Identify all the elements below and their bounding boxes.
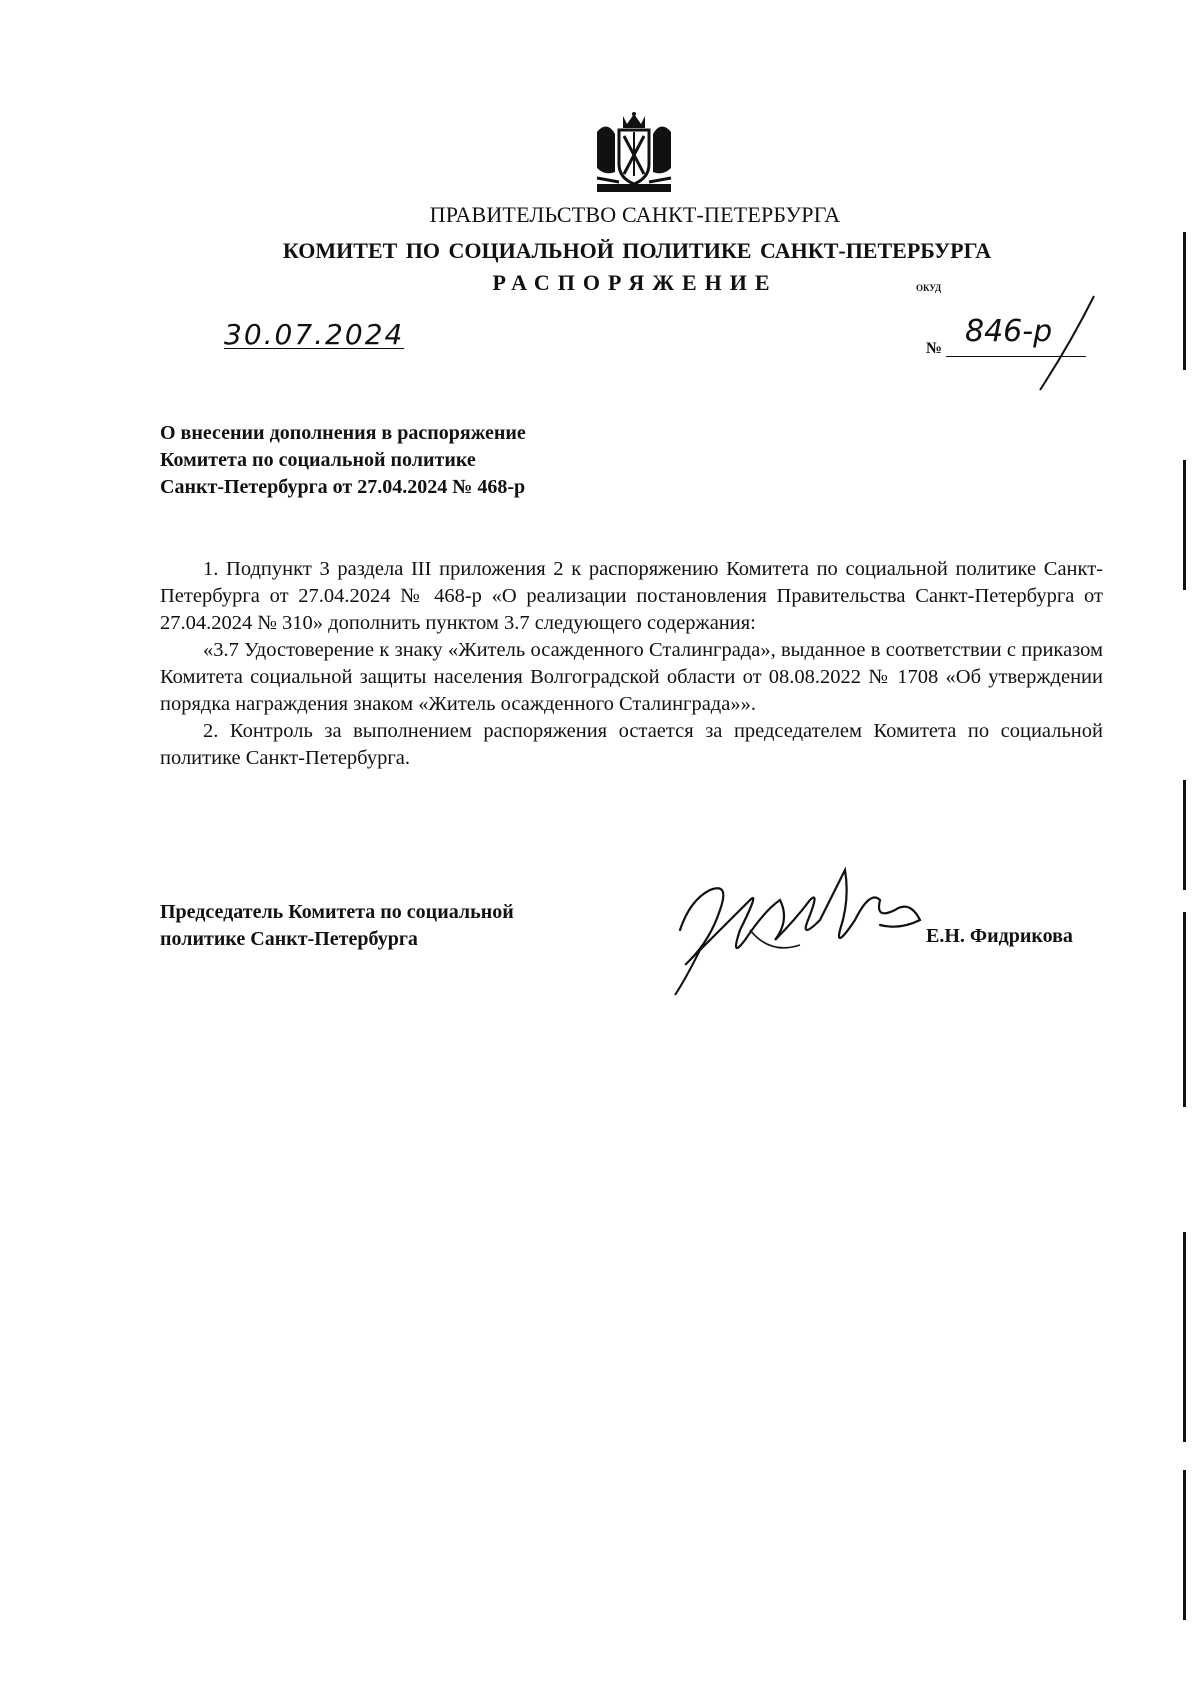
okud-label: ОКУД	[916, 283, 942, 293]
handwritten-signature	[670, 860, 940, 1000]
document-subject	[160, 420, 526, 501]
government-title: ПРАВИТЕЛЬСТВО САНКТ-ПЕТЕРБУРГА	[429, 202, 841, 227]
coat-of-arms-icon	[593, 112, 675, 196]
committee-title: КОМИТЕТ ПО СОЦИАЛЬНОЙ ПОЛИТИКЕ САНКТ-ПЕТЕРБУРГА	[282, 238, 992, 263]
scan-edge-mark	[1183, 1470, 1186, 1620]
body-paragraph-3: 2. Контроль за выполнением распоряжения остается за председателем Комитета по социальной политике Санкт-Петербурга.	[160, 720, 1103, 769]
document-body	[160, 556, 1103, 772]
body-paragraph-1: 1. Подпункт 3 раздела III приложения 2 к распоряжению Комитета по социальной политике Санкт-Петербурга от 27.04.2024 № 468-р «О реализации постановления Правительства Санкт-Петербурга от 27.04.2024 № 310» дополнить пунктом 3.7 следующего содержания:	[160, 558, 1103, 634]
scan-edge-mark	[1183, 912, 1186, 1107]
scan-edge-mark	[1183, 232, 1186, 370]
signer-name: Е.Н. Фидрикова	[926, 925, 1073, 947]
subject-line: О внесении дополнения в распоряжение	[160, 422, 526, 444]
scan-edge-mark	[1183, 780, 1186, 890]
subject-line: Комитета по социальной политике	[160, 449, 476, 471]
scan-edge-mark	[1183, 1232, 1186, 1442]
signer-position	[160, 899, 514, 953]
document-type: РАСПОРЯЖЕНИЕ	[492, 270, 778, 295]
number-label: №	[926, 340, 943, 357]
body-paragraph-2: «3.7 Удостоверение к знаку «Житель осажденного Сталинграда», выданное в соответствии с приказом Комитета социальной защиты населения Волгоградской области от 08.08.2022 № 1708 «Об утверждении порядка награждения знаком «Житель осажденного Сталинграда»».	[160, 639, 1103, 715]
document-number: 846-р	[965, 314, 1053, 349]
subject-line: Санкт-Петербурга от 27.04.2024 № 468-р	[160, 476, 526, 498]
signer-position-line: Председатель Комитета по социальной	[160, 901, 514, 923]
scan-edge-mark	[1183, 460, 1186, 590]
signer-position-line: политике Санкт-Петербурга	[160, 928, 418, 950]
document-date: 30.07.2024	[224, 318, 405, 351]
number-slash-stroke	[1030, 294, 1100, 394]
